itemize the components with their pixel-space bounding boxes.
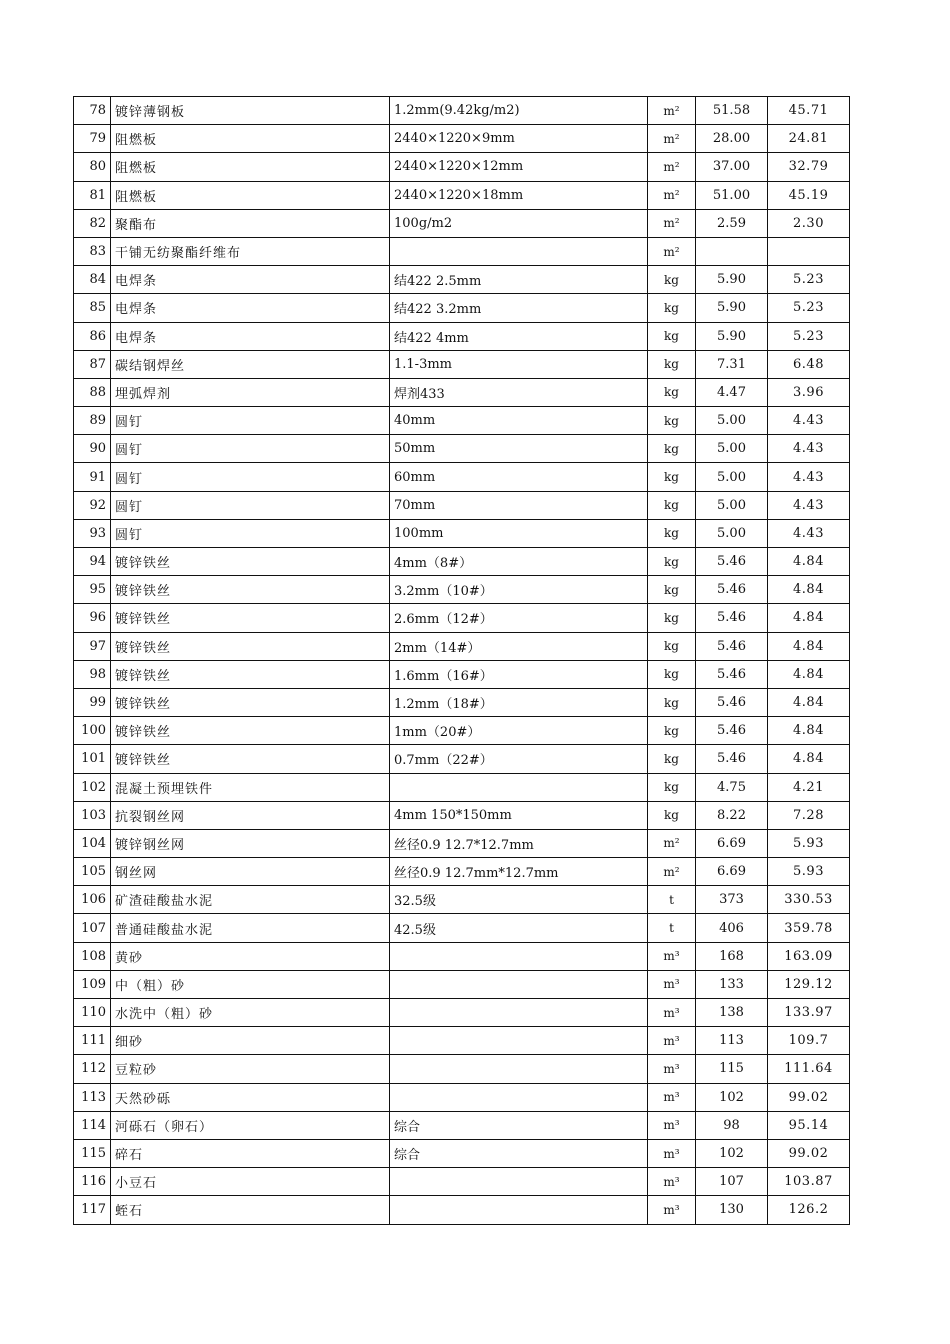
specification-cell	[390, 942, 648, 970]
specification-cell: 1.2mm（18#）	[390, 688, 648, 716]
unit-cell: kg	[648, 773, 696, 801]
specification-cell: 2440×1220×12mm	[390, 153, 648, 181]
specification-cell	[390, 773, 648, 801]
row-number-cell: 88	[74, 378, 111, 406]
unit-cell: kg	[648, 717, 696, 745]
price-including-tax-cell: 5.90	[696, 266, 768, 294]
specification-cell: 2440×1220×9mm	[390, 125, 648, 153]
row-number-cell: 93	[74, 519, 111, 547]
unit-cell: kg	[648, 435, 696, 463]
material-name-cell: 水洗中（粗）砂	[111, 999, 390, 1027]
row-number-cell: 102	[74, 773, 111, 801]
table-row	[74, 237, 850, 265]
unit-cell: m²	[648, 153, 696, 181]
row-number-cell: 94	[74, 548, 111, 576]
price-including-tax-cell: 51.00	[696, 181, 768, 209]
unit-cell: m³	[648, 1083, 696, 1111]
price-excluding-tax-cell: 2.30	[768, 209, 850, 237]
material-name-cell: 阻燃板	[111, 153, 390, 181]
price-including-tax-cell: 5.46	[696, 745, 768, 773]
material-name-cell: 钢丝网	[111, 858, 390, 886]
price-excluding-tax-cell: 133.97	[768, 999, 850, 1027]
material-name-cell: 普通硅酸盐水泥	[111, 914, 390, 942]
material-name-cell: 碎石	[111, 1139, 390, 1167]
table-row	[74, 745, 850, 773]
price-excluding-tax-cell: 359.78	[768, 914, 850, 942]
row-number-cell: 90	[74, 435, 111, 463]
price-including-tax-cell: 138	[696, 999, 768, 1027]
specification-cell: 丝径0.9 12.7mm*12.7mm	[390, 858, 648, 886]
price-including-tax-cell: 5.90	[696, 322, 768, 350]
price-including-tax-cell: 5.46	[696, 548, 768, 576]
specification-cell: 结422 2.5mm	[390, 266, 648, 294]
material-name-cell: 圆钉	[111, 519, 390, 547]
specification-cell: 1mm（20#）	[390, 717, 648, 745]
table-row	[74, 1083, 850, 1111]
price-including-tax-cell: 5.46	[696, 717, 768, 745]
material-name-cell: 干铺无纺聚酯纤维布	[111, 237, 390, 265]
material-name-cell: 混凝土预埋铁件	[111, 773, 390, 801]
price-excluding-tax-cell: 7.28	[768, 801, 850, 829]
row-number-cell: 116	[74, 1168, 111, 1196]
price-excluding-tax-cell: 45.19	[768, 181, 850, 209]
price-including-tax-cell: 406	[696, 914, 768, 942]
price-excluding-tax-cell: 4.84	[768, 632, 850, 660]
price-excluding-tax-cell: 5.93	[768, 858, 850, 886]
table-row	[74, 970, 850, 998]
specification-cell	[390, 1083, 648, 1111]
price-including-tax-cell: 5.46	[696, 632, 768, 660]
specification-cell: 综合	[390, 1111, 648, 1139]
price-including-tax-cell: 8.22	[696, 801, 768, 829]
material-name-cell: 镀锌铁丝	[111, 688, 390, 716]
unit-cell: kg	[648, 491, 696, 519]
price-excluding-tax-cell: 330.53	[768, 886, 850, 914]
price-excluding-tax-cell: 5.93	[768, 829, 850, 857]
unit-cell: kg	[648, 801, 696, 829]
table-row	[74, 407, 850, 435]
price-excluding-tax-cell: 126.2	[768, 1196, 850, 1224]
specification-cell: 4mm（8#）	[390, 548, 648, 576]
material-name-cell: 镀锌铁丝	[111, 660, 390, 688]
price-including-tax-cell: 5.46	[696, 660, 768, 688]
unit-cell: m²	[648, 125, 696, 153]
row-number-cell: 106	[74, 886, 111, 914]
material-name-cell: 电焊条	[111, 322, 390, 350]
table-row	[74, 435, 850, 463]
table-row	[74, 209, 850, 237]
specification-cell	[390, 1196, 648, 1224]
price-including-tax-cell: 5.46	[696, 688, 768, 716]
specification-cell: 50mm	[390, 435, 648, 463]
price-excluding-tax-cell: 4.84	[768, 548, 850, 576]
table-row	[74, 576, 850, 604]
unit-cell: kg	[648, 688, 696, 716]
unit-cell: m³	[648, 1168, 696, 1196]
material-name-cell: 河砾石（卵石）	[111, 1111, 390, 1139]
unit-cell: kg	[648, 576, 696, 604]
unit-cell: m²	[648, 181, 696, 209]
unit-cell: m²	[648, 209, 696, 237]
row-number-cell: 101	[74, 745, 111, 773]
row-number-cell: 114	[74, 1111, 111, 1139]
material-name-cell: 蛭石	[111, 1196, 390, 1224]
price-excluding-tax-cell: 109.7	[768, 1027, 850, 1055]
unit-cell: m²	[648, 237, 696, 265]
price-including-tax-cell: 5.00	[696, 407, 768, 435]
specification-cell: 0.7mm（22#）	[390, 745, 648, 773]
price-including-tax-cell: 102	[696, 1083, 768, 1111]
row-number-cell: 83	[74, 237, 111, 265]
row-number-cell: 110	[74, 999, 111, 1027]
material-name-cell: 镀锌薄钢板	[111, 97, 390, 125]
price-excluding-tax-cell: 95.14	[768, 1111, 850, 1139]
unit-cell: m²	[648, 97, 696, 125]
price-excluding-tax-cell: 4.43	[768, 519, 850, 547]
material-name-cell: 圆钉	[111, 435, 390, 463]
specification-cell: 焊剂433	[390, 378, 648, 406]
price-excluding-tax-cell: 3.96	[768, 378, 850, 406]
price-including-tax-cell: 2.59	[696, 209, 768, 237]
unit-cell: m³	[648, 942, 696, 970]
table-row	[74, 688, 850, 716]
specification-cell: 1.1-3mm	[390, 350, 648, 378]
price-including-tax-cell: 113	[696, 1027, 768, 1055]
specification-cell: 1.2mm(9.42kg/m2)	[390, 97, 648, 125]
material-name-cell: 矿渣硅酸盐水泥	[111, 886, 390, 914]
specification-cell: 100g/m2	[390, 209, 648, 237]
specification-cell	[390, 1055, 648, 1083]
row-number-cell: 105	[74, 858, 111, 886]
price-including-tax-cell: 28.00	[696, 125, 768, 153]
unit-cell: m³	[648, 1055, 696, 1083]
price-excluding-tax-cell: 24.81	[768, 125, 850, 153]
specification-cell	[390, 1168, 648, 1196]
price-excluding-tax-cell: 129.12	[768, 970, 850, 998]
table-row	[74, 1111, 850, 1139]
row-number-cell: 107	[74, 914, 111, 942]
table-row	[74, 660, 850, 688]
price-including-tax-cell: 5.00	[696, 435, 768, 463]
price-including-tax-cell: 168	[696, 942, 768, 970]
table-row	[74, 858, 850, 886]
specification-cell: 70mm	[390, 491, 648, 519]
unit-cell: m²	[648, 858, 696, 886]
price-excluding-tax-cell: 4.84	[768, 688, 850, 716]
price-excluding-tax-cell: 4.43	[768, 435, 850, 463]
price-excluding-tax-cell: 4.43	[768, 491, 850, 519]
price-excluding-tax-cell: 4.43	[768, 463, 850, 491]
price-excluding-tax-cell: 45.71	[768, 97, 850, 125]
specification-cell: 3.2mm（10#）	[390, 576, 648, 604]
price-excluding-tax-cell: 4.84	[768, 660, 850, 688]
unit-cell: m³	[648, 999, 696, 1027]
unit-cell: t	[648, 914, 696, 942]
table-row	[74, 322, 850, 350]
table-body	[74, 97, 850, 1225]
row-number-cell: 81	[74, 181, 111, 209]
row-number-cell: 111	[74, 1027, 111, 1055]
row-number-cell: 79	[74, 125, 111, 153]
table-row	[74, 1168, 850, 1196]
price-excluding-tax-cell: 4.84	[768, 717, 850, 745]
price-excluding-tax-cell: 4.43	[768, 407, 850, 435]
price-excluding-tax-cell	[768, 237, 850, 265]
unit-cell: kg	[648, 407, 696, 435]
material-name-cell: 圆钉	[111, 491, 390, 519]
specification-cell: 60mm	[390, 463, 648, 491]
unit-cell: m³	[648, 970, 696, 998]
row-number-cell: 85	[74, 294, 111, 322]
row-number-cell: 84	[74, 266, 111, 294]
unit-cell: kg	[648, 660, 696, 688]
material-name-cell: 细砂	[111, 1027, 390, 1055]
table-row	[74, 491, 850, 519]
specification-cell: 1.6mm（16#）	[390, 660, 648, 688]
unit-cell: m³	[648, 1196, 696, 1224]
unit-cell: m³	[648, 1027, 696, 1055]
specification-cell	[390, 1027, 648, 1055]
table-row	[74, 829, 850, 857]
unit-cell: t	[648, 886, 696, 914]
material-name-cell: 镀锌铁丝	[111, 548, 390, 576]
price-excluding-tax-cell: 6.48	[768, 350, 850, 378]
price-including-tax-cell: 5.00	[696, 519, 768, 547]
row-number-cell: 92	[74, 491, 111, 519]
price-excluding-tax-cell: 99.02	[768, 1083, 850, 1111]
price-including-tax-cell: 7.31	[696, 350, 768, 378]
row-number-cell: 98	[74, 660, 111, 688]
unit-cell: kg	[648, 548, 696, 576]
table-row	[74, 632, 850, 660]
specification-cell	[390, 970, 648, 998]
table-row	[74, 378, 850, 406]
price-including-tax-cell: 5.00	[696, 491, 768, 519]
row-number-cell: 109	[74, 970, 111, 998]
table-row	[74, 942, 850, 970]
specification-cell: 4mm 150*150mm	[390, 801, 648, 829]
price-table	[73, 96, 850, 1225]
row-number-cell: 96	[74, 604, 111, 632]
price-excluding-tax-cell: 4.84	[768, 745, 850, 773]
material-name-cell: 小豆石	[111, 1168, 390, 1196]
price-including-tax-cell: 373	[696, 886, 768, 914]
material-name-cell: 豆粒砂	[111, 1055, 390, 1083]
table-row	[74, 294, 850, 322]
unit-cell: kg	[648, 266, 696, 294]
material-name-cell: 电焊条	[111, 266, 390, 294]
material-name-cell: 镀锌铁丝	[111, 604, 390, 632]
price-including-tax-cell: 115	[696, 1055, 768, 1083]
row-number-cell: 112	[74, 1055, 111, 1083]
row-number-cell: 82	[74, 209, 111, 237]
row-number-cell: 104	[74, 829, 111, 857]
price-including-tax-cell: 6.69	[696, 858, 768, 886]
table-row	[74, 1027, 850, 1055]
material-name-cell: 镀锌钢丝网	[111, 829, 390, 857]
price-including-tax-cell: 37.00	[696, 153, 768, 181]
unit-cell: kg	[648, 350, 696, 378]
unit-cell: kg	[648, 463, 696, 491]
price-including-tax-cell: 5.90	[696, 294, 768, 322]
material-name-cell: 天然砂砾	[111, 1083, 390, 1111]
row-number-cell: 91	[74, 463, 111, 491]
price-excluding-tax-cell: 163.09	[768, 942, 850, 970]
price-excluding-tax-cell: 4.84	[768, 576, 850, 604]
table-row	[74, 266, 850, 294]
price-excluding-tax-cell: 5.23	[768, 294, 850, 322]
price-excluding-tax-cell: 5.23	[768, 322, 850, 350]
specification-cell	[390, 237, 648, 265]
material-name-cell: 阻燃板	[111, 181, 390, 209]
row-number-cell: 86	[74, 322, 111, 350]
price-including-tax-cell: 107	[696, 1168, 768, 1196]
unit-cell: kg	[648, 294, 696, 322]
table-row	[74, 519, 850, 547]
table-row	[74, 999, 850, 1027]
table-row	[74, 1139, 850, 1167]
material-name-cell: 镀锌铁丝	[111, 632, 390, 660]
row-number-cell: 99	[74, 688, 111, 716]
unit-cell: kg	[648, 322, 696, 350]
unit-cell: kg	[648, 604, 696, 632]
material-name-cell: 碳结钢焊丝	[111, 350, 390, 378]
row-number-cell: 113	[74, 1083, 111, 1111]
row-number-cell: 117	[74, 1196, 111, 1224]
table-row	[74, 548, 850, 576]
material-name-cell: 埋弧焊剂	[111, 378, 390, 406]
material-name-cell: 黄砂	[111, 942, 390, 970]
material-name-cell: 圆钉	[111, 463, 390, 491]
specification-cell: 丝径0.9 12.7*12.7mm	[390, 829, 648, 857]
table-row	[74, 1196, 850, 1224]
material-name-cell: 圆钉	[111, 407, 390, 435]
material-name-cell: 镀锌铁丝	[111, 576, 390, 604]
unit-cell: m²	[648, 829, 696, 857]
material-name-cell: 聚酯布	[111, 209, 390, 237]
price-including-tax-cell: 6.69	[696, 829, 768, 857]
table-row	[74, 717, 850, 745]
row-number-cell: 89	[74, 407, 111, 435]
price-excluding-tax-cell: 32.79	[768, 153, 850, 181]
table-row	[74, 886, 850, 914]
price-excluding-tax-cell: 4.21	[768, 773, 850, 801]
price-excluding-tax-cell: 103.87	[768, 1168, 850, 1196]
specification-cell: 2.6mm（12#）	[390, 604, 648, 632]
specification-cell: 2440×1220×18mm	[390, 181, 648, 209]
specification-cell: 32.5级	[390, 886, 648, 914]
specification-cell: 40mm	[390, 407, 648, 435]
row-number-cell: 80	[74, 153, 111, 181]
table-row	[74, 773, 850, 801]
table-row	[74, 181, 850, 209]
price-including-tax-cell: 133	[696, 970, 768, 998]
row-number-cell: 87	[74, 350, 111, 378]
price-including-tax-cell: 5.00	[696, 463, 768, 491]
price-excluding-tax-cell: 111.64	[768, 1055, 850, 1083]
price-excluding-tax-cell: 99.02	[768, 1139, 850, 1167]
unit-cell: kg	[648, 745, 696, 773]
price-including-tax-cell: 5.46	[696, 604, 768, 632]
unit-cell: kg	[648, 378, 696, 406]
table-row	[74, 914, 850, 942]
unit-cell: m³	[648, 1139, 696, 1167]
specification-cell: 100mm	[390, 519, 648, 547]
price-including-tax-cell: 4.75	[696, 773, 768, 801]
table-row	[74, 350, 850, 378]
specification-cell: 结422 4mm	[390, 322, 648, 350]
price-excluding-tax-cell: 4.84	[768, 604, 850, 632]
row-number-cell: 108	[74, 942, 111, 970]
row-number-cell: 78	[74, 97, 111, 125]
price-including-tax-cell: 51.58	[696, 97, 768, 125]
price-including-tax-cell: 5.46	[696, 576, 768, 604]
material-name-cell: 抗裂钢丝网	[111, 801, 390, 829]
price-including-tax-cell: 102	[696, 1139, 768, 1167]
row-number-cell: 95	[74, 576, 111, 604]
price-including-tax-cell	[696, 237, 768, 265]
unit-cell: m³	[648, 1111, 696, 1139]
material-name-cell: 镀锌铁丝	[111, 717, 390, 745]
row-number-cell: 115	[74, 1139, 111, 1167]
material-name-cell: 阻燃板	[111, 125, 390, 153]
material-name-cell: 中（粗）砂	[111, 970, 390, 998]
table-row	[74, 463, 850, 491]
row-number-cell: 97	[74, 632, 111, 660]
table-row	[74, 801, 850, 829]
specification-cell: 结422 3.2mm	[390, 294, 648, 322]
row-number-cell: 100	[74, 717, 111, 745]
table-row	[74, 153, 850, 181]
unit-cell: kg	[648, 519, 696, 547]
material-name-cell: 镀锌铁丝	[111, 745, 390, 773]
table-row	[74, 97, 850, 125]
price-including-tax-cell: 4.47	[696, 378, 768, 406]
row-number-cell: 103	[74, 801, 111, 829]
specification-cell	[390, 999, 648, 1027]
specification-cell: 2mm（14#）	[390, 632, 648, 660]
unit-cell: kg	[648, 632, 696, 660]
price-including-tax-cell: 130	[696, 1196, 768, 1224]
specification-cell: 综合	[390, 1139, 648, 1167]
table-row	[74, 604, 850, 632]
specification-cell: 42.5级	[390, 914, 648, 942]
price-including-tax-cell: 98	[696, 1111, 768, 1139]
table-row	[74, 125, 850, 153]
material-name-cell: 电焊条	[111, 294, 390, 322]
table-row	[74, 1055, 850, 1083]
price-excluding-tax-cell: 5.23	[768, 266, 850, 294]
